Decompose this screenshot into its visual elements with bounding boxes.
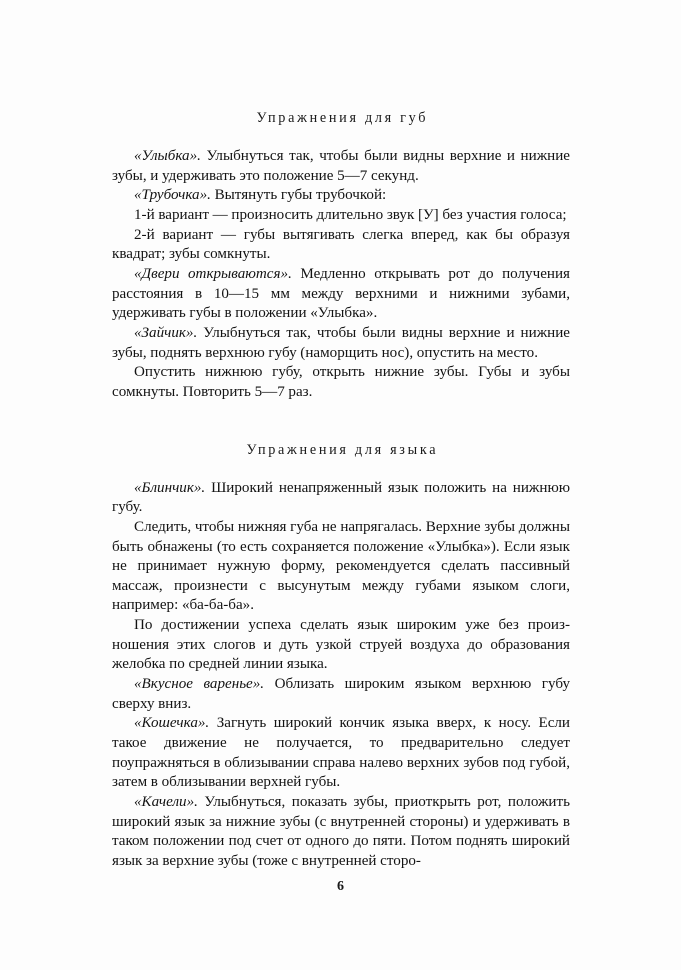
page-content bbox=[112, 108, 570, 872]
paragraph-text: Вытянуть губы трубочкой: bbox=[210, 187, 387, 204]
exercise-term: «Улыбка». bbox=[134, 148, 201, 164]
paragraph bbox=[112, 363, 570, 402]
paragraph-text: Следить, чтобы нижняя губа не напрягалась. Верхние зубы должны быть обнажены (то есть сохраняется положение «Улыбка»). Если язык не принимает нужную форму, рекомендуется сделать пассивный массаж, произнести с высунутым между губами языком слоги, например: «ба-ба-ба». bbox=[112, 518, 570, 614]
exercise-term: «Качели». bbox=[134, 794, 198, 811]
exercise-term: «Трубочка». bbox=[134, 187, 211, 204]
paragraph bbox=[112, 518, 570, 616]
paragraph bbox=[112, 226, 570, 265]
exercise-term: «Вкусное варенье». bbox=[134, 676, 265, 693]
paragraph-text: Улыбнуться так, чтобы были видны верхние и нижние зубы, поднять верхнюю губу (наморщить нос), опустить на место. bbox=[112, 324, 570, 361]
paragraph-text: Загнуть широкий кончик языка вверх, к носу. Если такое движение не получается, то предварительно следует поупражняться в облизывании справа налево верхних зубов под губой, затем в облизывании верхней губы. bbox=[112, 715, 570, 791]
paragraph-text: 2-й вариант — губы вытягивать слегка вперед, как бы образуя квадрат; зубы сомкнуты. bbox=[112, 226, 570, 263]
exercise-term: «Кошечка». bbox=[134, 715, 210, 732]
paragraph-text: Облизать широким языком верхнюю губу сверху вниз. bbox=[112, 676, 570, 712]
paragraph-text: 1-й вариант — произносить длительно звук [У] без участия голоса; bbox=[134, 206, 567, 223]
paragraph-text: Широкий ненапряженный язык положить на нижнюю губу. bbox=[112, 479, 570, 516]
paragraph-text: По достижении успеха сделать язык широким уже без произношения этих слогов и дуть узкой струей воздуха до образования желобка по средней линии языка. bbox=[112, 617, 570, 673]
exercise-term: «Зайчик». bbox=[134, 324, 198, 341]
paragraph bbox=[112, 616, 570, 675]
paragraph bbox=[112, 793, 570, 872]
paragraph-text: Опустить нижнюю губу, открыть нижние зубы. Губы и зубы сомкнуты. Повторить 5—7 раз. bbox=[112, 364, 570, 400]
paragraph bbox=[112, 714, 570, 793]
exercise-term: «Блинчик». bbox=[134, 479, 206, 496]
paragraph-text: Улыбнуться так, чтобы были видны верхние и нижние зубы, и удерживать это положение 5—7 секунд. bbox=[112, 148, 570, 184]
page-number: 6 bbox=[337, 879, 344, 894]
paragraph bbox=[112, 479, 570, 518]
paragraph-text: Улыбнуться, показать зубы, приоткрыть рот, положить широкий язык за нижние зубы (с внутренней стороны) и удерживать в таком положении под счет от одного до пяти. Потом поднять широкий язык за верхние зубы (тоже с внутренней сторо- bbox=[112, 794, 570, 869]
paragraph bbox=[112, 147, 570, 186]
paragraph bbox=[112, 675, 570, 714]
section-heading-tongue: Упражнения для языка bbox=[246, 441, 439, 458]
section-heading-lips: Упражнения для губ bbox=[256, 110, 429, 126]
paragraph bbox=[112, 206, 570, 226]
paragraph bbox=[112, 265, 570, 324]
paragraph bbox=[112, 186, 570, 206]
exercise-term: «Двери открываются». bbox=[134, 265, 292, 282]
paragraph-text: Медленно открывать рот до получения расстояния в 10—15 мм между верхними и нижними зубами, удерживать губы в положении «Улыбка». bbox=[112, 265, 570, 322]
paragraph bbox=[112, 324, 570, 363]
